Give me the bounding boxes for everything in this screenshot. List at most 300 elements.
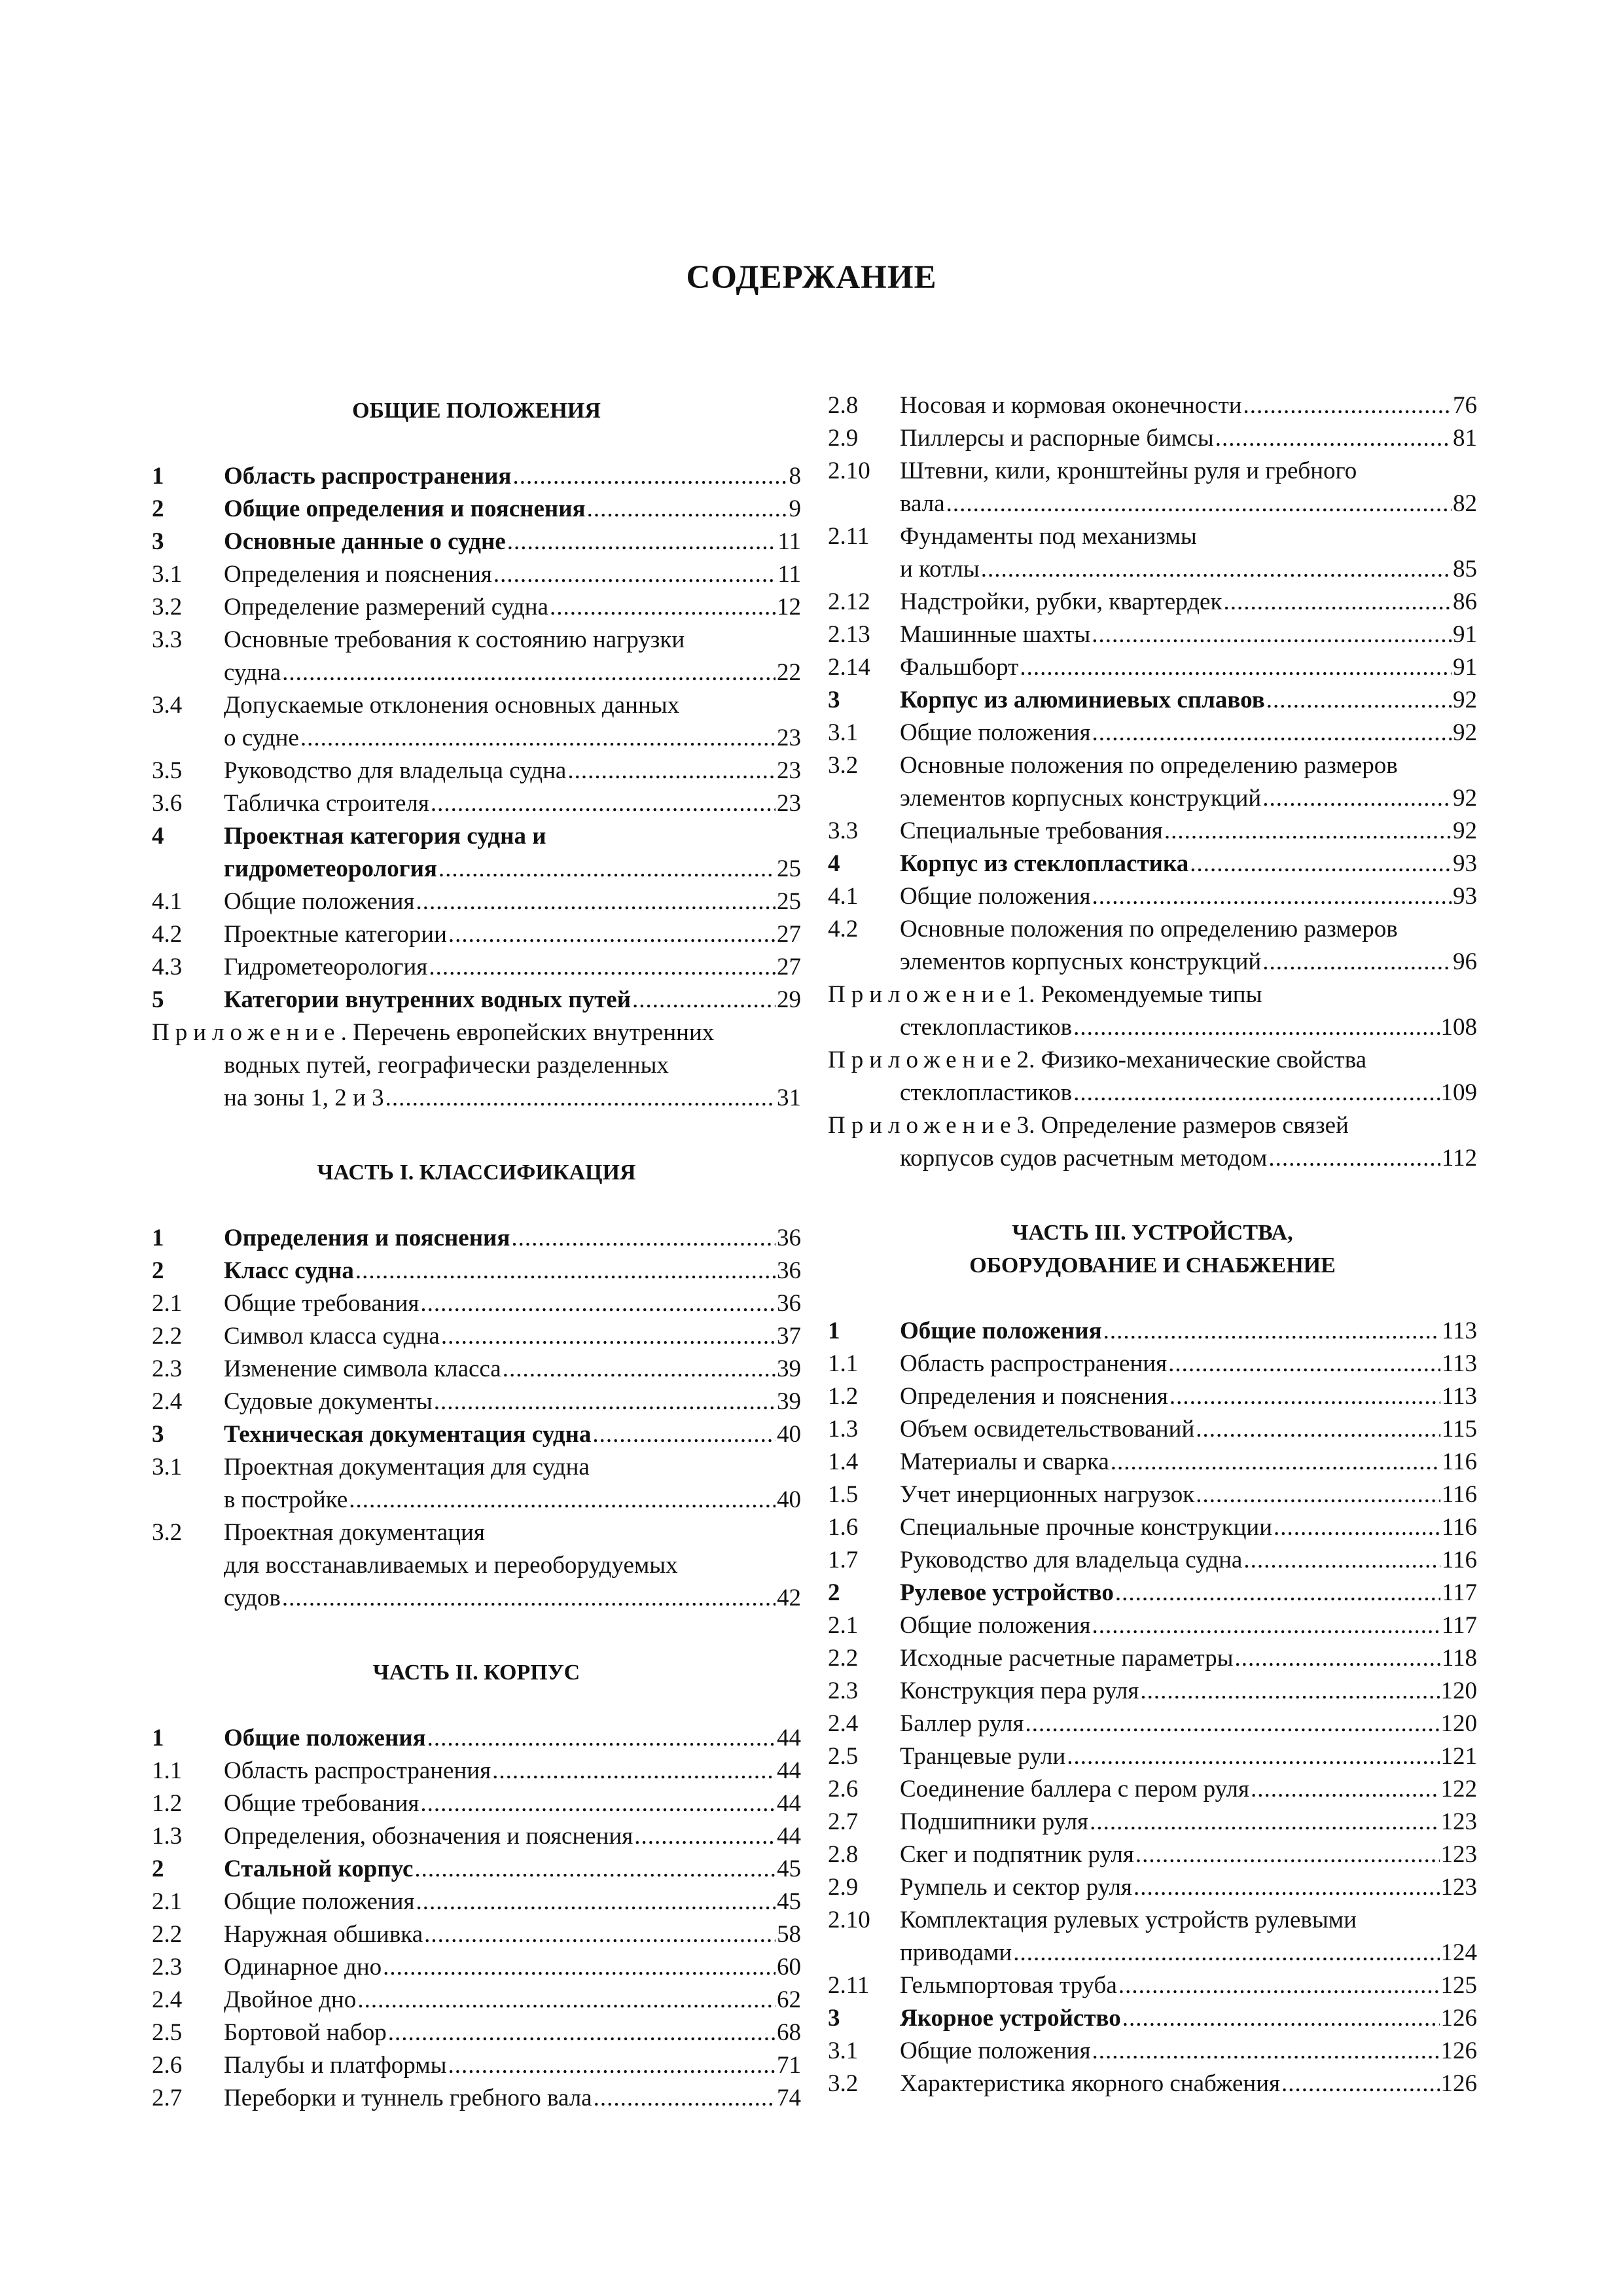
toc-entry-title: Общие положения	[900, 2037, 1091, 2064]
toc-entry[interactable]	[828, 1315, 1477, 1348]
toc-entry-number: 2.3	[828, 1677, 859, 1704]
toc-entry[interactable]	[152, 1853, 801, 1886]
toc-entry-number: 2.3	[152, 1355, 183, 1382]
leader-dots	[1243, 389, 1452, 422]
toc-entry-line	[828, 946, 1477, 978]
spacer	[152, 1615, 801, 1657]
toc-entry-title: Руководство для владельца судна	[900, 1547, 1243, 1573]
section-heading-line: ОБОРУДОВАНИЕ И СНАБЖЕНИЕ	[969, 1253, 1336, 1278]
toc-entry[interactable]	[828, 1773, 1477, 1806]
leader-dots	[1190, 848, 1452, 880]
toc-entry-title: . Перечень европейских внутренних	[340, 1019, 715, 1046]
toc-page-number: 109	[1440, 1079, 1477, 1106]
appendix-label: Приложение	[828, 1112, 1017, 1139]
toc-entry-number: 2.5	[152, 2019, 183, 2046]
toc-entry[interactable]	[828, 422, 1477, 455]
toc-entry[interactable]	[152, 886, 801, 918]
toc-entry[interactable]	[828, 1348, 1477, 1380]
toc-page-number: 23	[777, 757, 801, 784]
toc-entry-number: 3	[152, 1421, 164, 1448]
toc-entry[interactable]	[828, 520, 1477, 586]
toc-page-number: 82	[1453, 490, 1477, 517]
toc-page-number: 124	[1440, 1939, 1477, 1966]
toc-entry-number: 2.8	[828, 392, 859, 419]
toc-entry-line	[828, 1740, 1477, 1773]
toc-entry-line	[828, 1871, 1477, 1904]
toc-entry[interactable]	[828, 913, 1477, 978]
toc-entry-line	[828, 455, 1477, 488]
toc-entry-number: 2.4	[152, 1986, 183, 2013]
toc-page-number: 92	[1453, 817, 1477, 844]
toc-entry-number: 3.2	[828, 2070, 859, 2097]
toc-entry-line	[152, 1918, 801, 1951]
toc-entry[interactable]	[828, 815, 1477, 848]
toc-entry-number: 3	[152, 528, 164, 555]
leader-dots	[1135, 1839, 1440, 1871]
toc-page-number: 42	[777, 1585, 801, 1611]
toc-page-number: 81	[1453, 425, 1477, 452]
toc-entry-title: Область распространения	[224, 463, 512, 490]
toc-entry-line	[152, 1386, 801, 1418]
toc-entry[interactable]	[152, 951, 801, 984]
leader-dots	[357, 1984, 776, 2017]
toc-entry[interactable]	[152, 1886, 801, 1918]
toc-entry-line	[828, 2035, 1477, 2068]
toc-entry-line	[828, 1675, 1477, 1708]
toc-page-number: 60	[777, 1954, 801, 1981]
toc-entry[interactable]	[152, 1918, 801, 1951]
toc-page-number: 44	[777, 1757, 801, 1784]
toc-entry-number: 3.3	[152, 626, 183, 653]
toc-page-number: 96	[1453, 948, 1477, 975]
toc-entry[interactable]	[828, 1544, 1477, 1577]
toc-entry[interactable]	[152, 2082, 801, 2115]
toc-entry-line	[828, 880, 1477, 913]
toc-entry[interactable]	[828, 880, 1477, 913]
toc-entry[interactable]	[152, 558, 801, 591]
toc-entry[interactable]	[152, 2049, 801, 2082]
toc-entry-line	[828, 389, 1477, 422]
leader-dots	[438, 853, 776, 886]
toc-entry-title: Баллер руля	[900, 1710, 1024, 1737]
toc-entry[interactable]	[828, 684, 1477, 717]
toc-entry-title: водных путей, географически разделенных	[224, 1052, 669, 1079]
toc-page-number: 68	[777, 2019, 801, 2046]
toc-entry[interactable]	[152, 1516, 801, 1615]
toc-entry-title: Проектная категория судна и	[224, 823, 546, 850]
leader-dots	[1090, 1806, 1439, 1839]
toc-page-number: 92	[1453, 785, 1477, 812]
toc-entry-number: 4.3	[152, 954, 183, 980]
toc-entry[interactable]	[828, 2002, 1477, 2035]
toc-entry-line	[152, 1222, 801, 1255]
toc-entry-number: 2.13	[828, 621, 870, 648]
toc-entry-title: элементов корпусных конструкций	[900, 785, 1262, 812]
toc-entry[interactable]	[828, 619, 1477, 651]
leader-dots	[632, 984, 776, 1016]
toc-entry-number: 3.1	[152, 1454, 183, 1480]
toc-page-number: 44	[777, 1790, 801, 1817]
toc-entry-title: Определения и пояснения	[224, 1225, 510, 1251]
toc-entry-title: Общие положения	[224, 888, 415, 915]
toc-entry[interactable]	[152, 1787, 801, 1820]
toc-entry[interactable]	[152, 2017, 801, 2049]
toc-entry-title: Фальшборт	[900, 654, 1019, 681]
toc-entry-number: 2.14	[828, 654, 870, 681]
leader-dots	[416, 1886, 776, 1918]
toc-page-number: 118	[1441, 1645, 1477, 1672]
toc-entry-title: Фундаменты под механизмы	[900, 523, 1197, 550]
toc-entry-number: 3	[828, 687, 840, 713]
leader-dots	[427, 1722, 776, 1755]
spacer	[828, 1175, 1477, 1217]
toc-page-number: 121	[1440, 1743, 1477, 1770]
leader-dots	[1118, 1969, 1440, 2002]
toc-entry-number: 1.1	[828, 1350, 859, 1377]
toc-entry[interactable]	[828, 2035, 1477, 2068]
toc-entry-line	[828, 717, 1477, 749]
toc-entry-title: Символ класса судна	[224, 1323, 440, 1350]
leader-dots	[414, 1853, 776, 1886]
leader-dots	[594, 2082, 776, 2115]
toc-entry-number: 4	[152, 823, 164, 850]
toc-appendix-entry[interactable]	[152, 1016, 801, 1115]
leader-dots	[512, 460, 787, 493]
toc-entry-number: 2.1	[152, 1290, 183, 1317]
toc-page-number: 93	[1453, 883, 1477, 910]
leader-dots	[1262, 946, 1452, 978]
toc-page-number: 122	[1440, 1776, 1477, 1803]
toc-entry-title: Палубы и платформы	[224, 2052, 447, 2079]
toc-entry-title: Допускаемые отклонения основных данных	[224, 692, 680, 719]
toc-entry[interactable]	[828, 389, 1477, 422]
toc-entry[interactable]	[828, 455, 1477, 520]
toc-page-number: 123	[1440, 1841, 1477, 1868]
leader-dots	[1092, 2035, 1439, 2068]
toc-entry-title: Гидрометеорология	[224, 954, 428, 980]
toc-entry-line	[152, 1755, 801, 1787]
toc-page-number: 113	[1441, 1318, 1477, 1344]
toc-page-number: 117	[1441, 1579, 1477, 1606]
toc-entry-line	[828, 1773, 1477, 1806]
toc-page-number: 108	[1440, 1014, 1477, 1041]
spacer	[152, 1189, 801, 1222]
toc-entry-number: 4.1	[152, 888, 183, 915]
toc-entry-number: 1	[152, 1225, 164, 1251]
toc-page-number: 126	[1440, 2070, 1477, 2097]
toc-entry-title: Надстройки, рубки, квартердек	[900, 588, 1222, 615]
toc-page-number: 112	[1441, 1145, 1477, 1172]
toc-entry[interactable]	[828, 1380, 1477, 1413]
toc-entry-number: 2.7	[152, 2085, 183, 2111]
toc-appendix-entry[interactable]	[828, 1109, 1477, 1175]
toc-entry-line	[828, 1609, 1477, 1642]
toc-entry-title: Определения и пояснения	[900, 1383, 1168, 1410]
toc-entry-number: 3.1	[152, 561, 183, 588]
toc-entry[interactable]	[152, 787, 801, 820]
toc-entry-title: Комплектация рулевых устройств рулевыми	[900, 1907, 1357, 1933]
toc-entry[interactable]	[828, 1708, 1477, 1740]
toc-entry-title: Характеристика якорного снабжения	[900, 2070, 1281, 2097]
toc-entry[interactable]	[152, 1984, 801, 2017]
toc-entry-number: 1.7	[828, 1547, 859, 1573]
toc-entry[interactable]	[152, 591, 801, 624]
toc-entry[interactable]	[828, 1609, 1477, 1642]
toc-entry-number: 4.2	[152, 921, 183, 948]
leader-dots	[282, 1582, 776, 1615]
toc-entry[interactable]	[828, 717, 1477, 749]
leader-dots	[981, 553, 1452, 586]
toc-entry-number: 3.2	[152, 594, 183, 620]
toc-entry-line	[152, 951, 801, 984]
toc-entry[interactable]	[152, 1255, 801, 1287]
toc-entry-line	[828, 1544, 1477, 1577]
toc-entry[interactable]	[828, 1413, 1477, 1446]
toc-appendix-entry[interactable]	[828, 1044, 1477, 1109]
toc-entry-line	[152, 1516, 801, 1549]
toc-entry[interactable]	[152, 689, 801, 755]
toc-entry[interactable]	[152, 820, 801, 886]
toc-entry-title: Общие положения	[900, 719, 1091, 746]
toc-entry-number: 2.6	[828, 1776, 859, 1803]
toc-page-number: 125	[1440, 1972, 1477, 1999]
leader-dots	[388, 2017, 776, 2049]
toc-entry[interactable]	[828, 1511, 1477, 1544]
toc-entry-line	[828, 520, 1477, 553]
toc-entry-number: 2.12	[828, 588, 870, 615]
toc-entry-title: Учет инерционных нагрузок	[900, 1481, 1195, 1508]
toc-entry[interactable]	[152, 755, 801, 787]
leader-dots	[1133, 1871, 1440, 1904]
toc-entry-title: Пиллерсы и распорные бимсы	[900, 425, 1214, 452]
toc-entry[interactable]	[828, 1871, 1477, 1904]
toc-entry-number: 2.9	[828, 1874, 859, 1901]
toc-page-number: 91	[1453, 654, 1477, 681]
toc-entry[interactable]	[828, 1479, 1477, 1511]
toc-entry-title: Проектные категории	[224, 921, 447, 948]
toc-entry-title: Рулевое устройство	[900, 1579, 1114, 1606]
toc-page-number: 123	[1440, 1808, 1477, 1835]
toc-entry-number: 4.1	[828, 883, 859, 910]
leader-dots	[507, 526, 777, 558]
toc-entry-number: 2	[152, 1856, 164, 1882]
toc-page-number: 86	[1453, 588, 1477, 615]
toc-entry-line	[152, 984, 801, 1016]
toc-entry-title: Общие положения	[900, 1318, 1102, 1344]
toc-entry[interactable]	[152, 460, 801, 493]
leader-dots	[1020, 651, 1452, 684]
leader-dots	[1092, 619, 1452, 651]
toc-entry-line	[828, 749, 1477, 782]
toc-entry-line	[828, 651, 1477, 684]
toc-entry-title: Определение размерений судна	[224, 594, 548, 620]
toc-entry[interactable]	[152, 1386, 801, 1418]
appendix-label: Приложение	[828, 981, 1017, 1008]
toc-entry[interactable]	[152, 1353, 801, 1386]
leader-dots	[1140, 1675, 1439, 1708]
toc-entry[interactable]	[828, 1642, 1477, 1675]
toc-entry[interactable]	[152, 918, 801, 951]
toc-entry-line	[828, 619, 1477, 651]
toc-page-number: 126	[1440, 2005, 1477, 2032]
toc-entry-number: 2.10	[828, 457, 870, 484]
toc-entry-number: 2.9	[828, 425, 859, 452]
toc-page-number: 117	[1441, 1612, 1477, 1639]
toc-page-number: 113	[1441, 1383, 1477, 1410]
toc-page-number: 45	[777, 1856, 801, 1882]
toc-entry-number: 2.6	[152, 2052, 183, 2079]
toc-entry-number: 2.3	[152, 1954, 183, 1981]
toc-entry-line	[152, 624, 801, 656]
toc-entry[interactable]	[152, 1320, 801, 1353]
toc-entry[interactable]	[152, 1222, 801, 1255]
toc-entry-title: Исходные расчетные параметры	[900, 1645, 1234, 1672]
leader-dots	[1103, 1315, 1440, 1348]
toc-entry-line	[152, 493, 801, 526]
toc-page-number: 23	[777, 790, 801, 817]
leader-dots	[1025, 1708, 1439, 1740]
toc-entry[interactable]	[828, 1839, 1477, 1871]
toc-entry-line	[152, 787, 801, 820]
toc-entry[interactable]	[828, 1806, 1477, 1839]
toc-entry[interactable]	[152, 1951, 801, 1984]
toc-entry[interactable]	[152, 1418, 801, 1451]
toc-entry[interactable]	[828, 1740, 1477, 1773]
toc-page-number: 91	[1453, 621, 1477, 648]
toc-entry-line	[152, 526, 801, 558]
leader-dots	[448, 2049, 776, 2082]
toc-entry[interactable]	[828, 848, 1477, 880]
leader-dots	[448, 918, 776, 951]
leader-dots	[1243, 1544, 1440, 1577]
toc-entry[interactable]	[828, 1969, 1477, 2002]
toc-page-number: 116	[1441, 1481, 1477, 1508]
toc-entry[interactable]	[828, 1577, 1477, 1609]
toc-entry-line	[152, 1418, 801, 1451]
toc-appendix-entry[interactable]	[828, 978, 1477, 1044]
toc-page-number: 39	[777, 1388, 801, 1415]
toc-entry[interactable]	[152, 1451, 801, 1516]
toc-entry[interactable]	[152, 624, 801, 689]
toc-entry-number: 2	[152, 495, 164, 522]
leader-dots	[1266, 684, 1452, 717]
toc-page-number: 22	[777, 659, 801, 686]
toc-entry-line	[152, 1722, 801, 1755]
leader-dots	[1073, 1011, 1439, 1044]
toc-entry-line	[828, 1142, 1477, 1175]
toc-entry-line	[828, 1839, 1477, 1871]
toc-entry-number: 3.6	[152, 790, 183, 817]
toc-entry-line	[828, 2002, 1477, 2035]
toc-entry[interactable]	[152, 526, 801, 558]
toc-entry-title: элементов корпусных конструкций	[900, 948, 1262, 975]
toc-entry[interactable]	[828, 749, 1477, 815]
toc-entry[interactable]	[828, 1675, 1477, 1708]
leader-dots	[441, 1320, 776, 1353]
toc-entry-title: 2. Физико-механические свойства	[1016, 1047, 1367, 1073]
toc-page-number: 11	[777, 528, 801, 555]
toc-entry[interactable]	[152, 493, 801, 526]
toc-entry-line	[828, 848, 1477, 880]
spacer	[152, 1115, 801, 1157]
toc-entry-title: Корпус из стеклопластика	[900, 850, 1189, 877]
toc-entry-number: 1	[152, 463, 164, 490]
toc-page-number: 116	[1441, 1547, 1477, 1573]
leader-dots	[587, 493, 788, 526]
toc-entry-line	[152, 1787, 801, 1820]
toc-entry-number: 3.5	[152, 757, 183, 784]
toc-page-number: 76	[1453, 392, 1477, 419]
toc-page-number: 25	[777, 855, 801, 882]
section-heading-line: ЧАСТЬ I. КЛАССИФИКАЦИЯ	[317, 1160, 636, 1185]
leader-dots	[1111, 1446, 1440, 1479]
toc-page-number: 92	[1453, 687, 1477, 713]
toc-entry[interactable]	[828, 1904, 1477, 1969]
toc-entry[interactable]	[152, 984, 801, 1016]
toc-page-number: 37	[777, 1323, 801, 1350]
toc-entry-line	[828, 422, 1477, 455]
toc-entry[interactable]	[828, 586, 1477, 619]
toc-entry-title: Румпель и сектор руля	[900, 1874, 1132, 1901]
toc-entry-line	[152, 1549, 801, 1582]
toc-entry-line	[828, 1011, 1477, 1044]
toc-entry-title: Гельмпортовая труба	[900, 1972, 1117, 1999]
toc-entry-number: 1	[152, 1725, 164, 1751]
toc-entry-title: Носовая и кормовая оконечности	[900, 392, 1242, 419]
page-title: СОДЕРЖАНИЕ	[686, 259, 937, 296]
toc-page-number: 85	[1453, 556, 1477, 583]
toc-entry-line	[152, 1320, 801, 1353]
toc-entry-title: и котлы	[900, 556, 980, 583]
leader-dots	[1013, 1937, 1439, 1969]
toc-entry-line	[828, 978, 1477, 1011]
toc-entry[interactable]	[152, 1287, 801, 1320]
toc-entry-number: 3.2	[828, 752, 859, 779]
toc-entry[interactable]	[828, 1446, 1477, 1479]
toc-entry-line	[152, 2082, 801, 2115]
toc-entry[interactable]	[152, 1820, 801, 1853]
toc-entry-line	[152, 1353, 801, 1386]
toc-entry[interactable]	[152, 1722, 801, 1755]
toc-entry[interactable]	[152, 1755, 801, 1787]
toc-page-number: 116	[1441, 1514, 1477, 1541]
toc-entry-line	[152, 1016, 801, 1049]
toc-page-number: 25	[777, 888, 801, 915]
toc-entry-line	[828, 1348, 1477, 1380]
toc-page-number: 58	[777, 1921, 801, 1948]
section-heading	[828, 1217, 1477, 1282]
leader-dots	[592, 1418, 776, 1451]
toc-entry[interactable]	[828, 2068, 1477, 2100]
leader-dots	[300, 722, 776, 755]
toc-entry-line	[828, 1708, 1477, 1740]
toc-entry-title: Переборки и туннель гребного вала	[224, 2085, 592, 2111]
toc-entry-number: 4.2	[828, 916, 859, 942]
toc-entry-number: 2.1	[152, 1888, 183, 1915]
toc-entry-title: вала	[900, 490, 945, 517]
toc-entry-number: 2.7	[828, 1808, 859, 1835]
toc-entry-title: 1. Рекомендуемые типы	[1016, 981, 1262, 1008]
toc-page-number: 113	[1441, 1350, 1477, 1377]
toc-entry[interactable]	[828, 651, 1477, 684]
toc-entry-number: 2.2	[152, 1921, 183, 1948]
leader-dots	[1092, 1609, 1440, 1642]
toc-entry-title: Машинные шахты	[900, 621, 1091, 648]
toc-entry-number: 3.1	[828, 2037, 859, 2064]
leader-dots	[1122, 2002, 1440, 2035]
toc-entry-line	[828, 1380, 1477, 1413]
toc-entry-title: Стальной корпус	[224, 1856, 414, 1882]
